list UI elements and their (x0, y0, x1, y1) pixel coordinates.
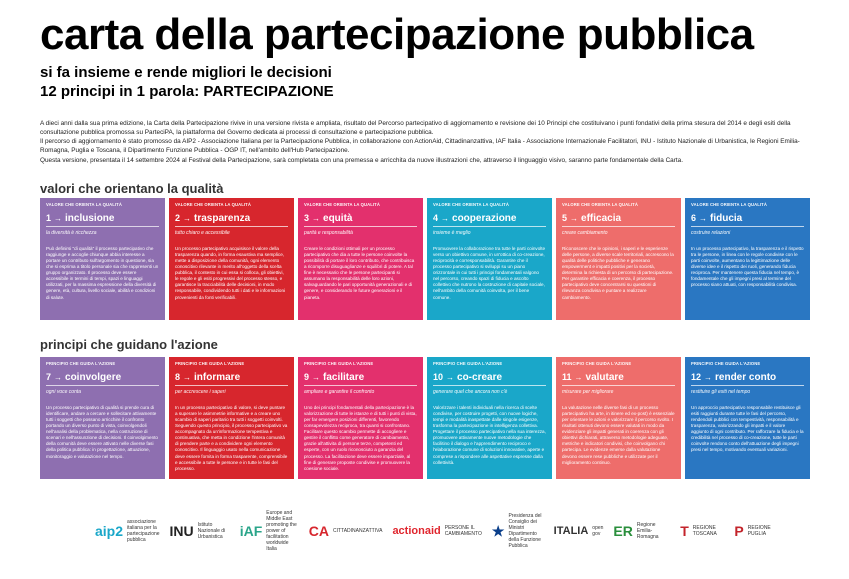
logo-cittadinanzattiva (309, 523, 383, 539)
logo-label: REGIONE PUGLIA (747, 525, 771, 537)
card-name: informare (194, 372, 241, 383)
card-body: Un processo partecipativo acquisisce il valore della trasparenza quando, in forma esaustiva ma semplice, mette a disposizione della comunità, ogni elemento conoscitivo rilevante in merito all'oggetto della scelta pubblica, il contesto in cui essa si colloca, gli obiettivi, le regole e gli esiti progressivi del processo stesso, e garantisce la tracciabilità delle decisioni, in modo responsabile, condividendo tutti i dati e le informazioni provenienti da fonti verificabili. (175, 246, 286, 300)
card-name: facilitare (323, 372, 365, 383)
subtitle-2: 12 principi in 1 parola: PARTECIPAZIONE (40, 83, 334, 100)
values-cards (40, 198, 810, 320)
card-name: efficacia (581, 213, 622, 224)
card-tagline: generare quel che ancora non c'è (433, 389, 508, 395)
card-number: 12 (691, 372, 702, 382)
card-kicker: PRINCIPIO CHE GUIDA L'AZIONE (562, 361, 632, 366)
subtitle-1: si fa insieme e rende migliori le decisioni (40, 64, 332, 81)
arrow-right-icon: → (312, 214, 321, 223)
aip2-logo-icon: aip2 (95, 523, 124, 539)
card-kicker: VALORE CHE ORIENTA LA QUALITÀ (562, 202, 638, 207)
arrow-right-icon: → (312, 373, 321, 382)
cittadinanzattiva-logo-icon: CA (308, 523, 329, 539)
emilia-romagna-logo-icon: ER (613, 523, 633, 539)
card-tagline: per accrescere i saperi (175, 389, 226, 395)
arrow-right-icon: → (574, 373, 583, 382)
principles-section-title: principi che guidano l'azione (40, 337, 218, 352)
card-body: Promuovere la collaborazione tra tutte le parti coinvolte verso un obiettivo comune, in un'ottica di co-creazione, reciprocità e corresponsabilità. Garantire che il processo partecipativo si sviluppi su un piano orizzontale in cui tutti i principi fondamentali valgono nel percorso, creando spazi di fiducia e ascolto collettivo che nutrono la costruzione di capitale sociale, nell'ambito della comunità coinvolta, per il bene comune. (433, 246, 546, 300)
arrow-right-icon: → (183, 214, 192, 223)
card-render-conto (685, 357, 810, 479)
card-number: 11 (562, 372, 572, 382)
card-kicker: VALORE CHE ORIENTA LA QUALITÀ (433, 202, 509, 207)
card-kicker: PRINCIPIO CHE GUIDA L'AZIONE (304, 361, 374, 366)
page-title: carta della partecipazione pubblica (40, 10, 754, 59)
card-kicker: PRINCIPIO CHE GUIDA L'AZIONE (175, 361, 245, 366)
card-body: Uno dei principi fondamentali della partecipazione è la valorizzazione di tutte le istanze e di tutti i punti di vista, per far emergere posizioni differenti, favorendo consapevolezza reciproca, tra quanti si confrontano. Facilitare questo scambio permette di accogliere e gestire il conflitto come generatore di cambiamento, grazie all'attivita di persone terze, competenti ed esperte, con un ruolo riconosciuto a garanzia del processo. La facilitazione deve essere imparziale, al fine di generare proposte condivise e promuovere la coesione sociale. (304, 405, 417, 471)
card-body: In un processo partecipativo, la trasparenza e il rispetto tra le persone, in linea con le regole condivise con le parti coinvolte, aumentano la legittimazione delle diverse idee e il rispetto dei ruoli, generando fiducia reciproca. Per mantenere questa fiducia nel tempo, è fondamentale che gli impegni presi al termine del processo siano attuati, con responsabilità condivisa. (691, 246, 804, 288)
logo-label: open gov (592, 525, 604, 537)
logo-emilia-romagna (613, 522, 670, 540)
card-number: 6 (691, 213, 697, 223)
card-kicker: VALORE CHE ORIENTA LA QUALITÀ (304, 202, 380, 207)
intro-paragraph-2: Il percorso di aggiornamento è stato promosso da AIP2 - Associazione Italiana per la Partecipazione Pubblica, in collaborazione con ActionAid, Cittadinanzattiva, IAF Italia - Associazione Internazionale Facilitatori, INU - Istituto Nazionale di Urbanistica, le Regioni Emilia-Romagna, Puglia e Toscana, il Dipartimento Funzione Pubblica - OGP IT, nell'ambito dell'Hub Partecipazione. (40, 138, 800, 154)
card-body: Valorizzare i talenti individuali nella ricerca di scelte condivise, per costruire progetti, con nuove logiche, tempi e modalità inaspettate dalle singole esigenze, trasforma la partecipazione in intelligenza collettiva. Progettare il processo partecipativo nella sua interezza, promuovere attivamente nuove metodologie che facilitino il dialogo e l'apprendimento reciproco e l'elaborazione comune di soluzioni innovative, aperte e comprese a rispondere alle aspettative espresse dalla collettività. (433, 405, 546, 465)
logo-label: Presidenza del Consiglio dei Ministri Dipartimento della Funzione Pubblica (508, 513, 542, 549)
partner-logos (95, 508, 775, 554)
card-name: inclusione (65, 213, 115, 224)
card-body: In un processo partecipativo di valore, si deve puntare a superare le asimmetrie informative e a creare uno scambio di saperi paritario tra tutti i soggetti coinvolti. Seguendo questo principio, il processo partecipativo va accompagnato da un'informazione tempestiva e continuativa, che metta in condizione l'intera comunità di prendere parte e a condividere ogni elemento conoscitivo. Il linguaggio usato nella comunicazione deve essere fornita in forma trasparente, comprensibile e accessibile a tutte le persone e in tutte le fasi del processo. (175, 405, 288, 471)
arrow-right-icon: → (570, 214, 579, 223)
card-tagline: costruire relazioni (691, 230, 731, 236)
card-fiducia (685, 198, 810, 320)
actionaid-logo-icon: actionaid (392, 525, 441, 537)
logo-label: CITTADINANZATTIVA (332, 528, 383, 534)
card-body: Un approccio partecipativo responsabile restituisce gli esiti raggiunti durante tutte le fasi del percorso, rendendoli pubblici con tempestività, responsabilità e trasparenza, valorizzando gli impatti e il valore aggiunto di ogni contributo. Per rafforzare la fiducia e la credibilità nel processo di co-creazione, tutte le parti coinvolte rendono conto dell'attuazione degli impegni presi nel tempo, motivando eventuali variazioni. (691, 405, 804, 453)
card-number: 3 (304, 213, 310, 223)
logo-puglia (734, 523, 775, 539)
card-body: Un processo partecipativo di qualità si prende cura di identificare, andare a cercare e sollecitare attivamente tutti i soggetti che possano arricchire il confronto portando un diverso punto di vista, coinvolgendoli nell'analisi della problematica, nella costruzione di scenari e nell'assunzione di decisioni. Il coinvolgimento della comunità deve essere attivato nelle diverse fasi della politica pubblica: in progettazione, attuazione, monitoraggio e valutazione nel tempo. (46, 405, 158, 459)
card-number: 8 (175, 372, 181, 382)
card-coinvolgere (40, 357, 165, 479)
logo-label: associazione italiana per la partecipazione pubblica (127, 519, 160, 543)
card-kicker: PRINCIPIO CHE GUIDA L'AZIONE (433, 361, 503, 366)
card-name: fiducia (710, 213, 743, 224)
card-name: coinvolgere (65, 372, 122, 383)
card-tagline: insieme è meglio (433, 230, 471, 236)
card-tagline: parità e responsabilità (304, 230, 353, 236)
card-equità (298, 198, 423, 320)
logo-label: Europe and Middle East promoting the power of facilitation worldwide Italia (266, 510, 297, 552)
logo-label: Istituto Nazionale di Urbanistica (197, 522, 226, 540)
logo-aip2 (95, 519, 160, 543)
card-body: Può definirsi "di qualità" il processo partecipativo che raggiunge e accoglie chiunque abbia interesse a portare un contributo sull'argomento in questione, sia che si esprima a titolo personale sia che rappresenti un gruppo organizzato. Il processo deve essere accessibile in termini di tempi, spazi e linguaggi utilizzati, per la massima espressione della diversità di genere, età, cultura, livello sociale, abilità e condizioni di salute. (46, 246, 159, 300)
card-kicker: VALORE CHE ORIENTA LA QUALITÀ (175, 202, 251, 207)
card-informare (169, 357, 294, 479)
card-efficacia (556, 198, 681, 320)
card-name: cooperazione (452, 213, 517, 224)
card-tagline: la diversità è ricchezza (46, 230, 97, 236)
logo-inu (170, 522, 230, 540)
logo-ogp (554, 525, 604, 537)
logo-label: REGIONE TOSCANA (692, 525, 717, 537)
card-number: 10 (433, 372, 444, 382)
inu-logo-icon: INU (169, 523, 194, 539)
logo-funzione-pubblica (492, 513, 544, 549)
card-name: render conto (715, 372, 777, 383)
logo-label: Regione Emilia-Romagna (636, 522, 659, 540)
card-kicker: VALORE CHE ORIENTA LA QUALITÀ (46, 202, 122, 207)
logo-actionaid (392, 525, 481, 537)
card-body: La valutazione nelle diverse fasi di un processo partecipativo ha arte, in itinere ed ex-post) è essenziale per orientare le azioni e valorizzare il percorso svolto. I risultati ottenuti devono essere valutati in modo da evidenziare gli impatti generati in coerenza con gli obiettivi dichiarati, attraverso metodologie adeguate, metriche e indicatori condivisi, che coinvolgano chi partecipa. Le evidenze emerse dalla valutazione devono essere rese pubbliche e utilizzate per il miglioramento continuo. (562, 405, 675, 465)
card-body: Creare le condizioni ottimali per un processo partecipativo che dia a tutte le persone coinvolte la possibilità di portare il loro contributo, che contribuisca a ricomporre disuguaglianze e squilibri di potere. A tal fine è necessario che le persone partecipanti si assumano la responsabilità delle loro azioni, salvaguardando le pari opportunità generazionali e di genere, e considerando le future generazioni e il pianeta. (304, 246, 415, 300)
principles-cards (40, 357, 810, 479)
puglia-logo-icon: P (734, 523, 744, 539)
logo-iaf (240, 510, 299, 552)
card-co-creare (427, 357, 552, 479)
card-name: valutare (585, 372, 624, 383)
card-kicker: PRINCIPIO CHE GUIDA L'AZIONE (46, 361, 116, 366)
card-kicker: VALORE CHE ORIENTA LA QUALITÀ (691, 202, 767, 207)
card-kicker: PRINCIPIO CHE GUIDA L'AZIONE (691, 361, 761, 366)
iaf-logo-icon: iAF (239, 523, 263, 539)
card-tagline: ogni voce conta (46, 389, 82, 395)
card-valutare (556, 357, 681, 479)
values-section-title: valori che orientano la qualità (40, 181, 224, 196)
arrow-right-icon: → (54, 373, 63, 382)
card-tagline: creare cambiamento (562, 230, 608, 236)
arrow-right-icon: → (446, 373, 455, 382)
arrow-right-icon: → (699, 214, 708, 223)
funzione-pubblica-logo-icon: ★ (491, 522, 505, 539)
arrow-right-icon: → (54, 214, 63, 223)
card-number: 9 (304, 372, 310, 382)
card-tagline: misurare per migliorare (562, 389, 614, 395)
card-tagline: tutto chiaro e accessibile (175, 230, 230, 236)
card-tagline: restituire gli esiti nel tempo (691, 389, 751, 395)
card-cooperazione (427, 198, 552, 320)
card-number: 1 (46, 213, 52, 223)
arrow-right-icon: → (183, 373, 192, 382)
arrow-right-icon: → (704, 373, 713, 382)
card-inclusione (40, 198, 165, 320)
intro-text (40, 120, 810, 166)
intro-paragraph-1: A dieci anni dalla sua prima edizione, la Carta della Partecipazione rivive in una versione rivista e ampliata, risultato del Percorso partecipativo di aggiornamento e revisione dei 10 Principi che costituivano i punti fondativi della prima stesura del 2014 e degli esiti della consultazione pubblica promossa su ParteciPA, la piattaforma del Governo dedicata ai processi di consultazione e partecipazione pubblica. (40, 120, 791, 136)
card-number: 5 (562, 213, 568, 223)
card-trasparenza (169, 198, 294, 320)
card-body: Riconoscere che le opinioni, i saperi e le esperienze delle persone, a diverse scale territoriali, accrescono la qualità delle politiche pubbliche e generano empowerment e impatti positivi per la società, determina la richiesta di un percorso di partecipazione. Per garantire efficacia e coerenza, il processo partecipativo deve concentrarsi su questioni di rilevanza condivisa e puntare a realizzare cambiamento. (562, 246, 674, 300)
card-name: equità (323, 213, 353, 224)
card-name: co-creare (457, 372, 503, 383)
card-facilitare (298, 357, 423, 479)
logo-toscana (680, 523, 724, 539)
logo-label: PERSONE IL CAMBIAMENTO (444, 525, 482, 537)
toscana-logo-icon: T (680, 523, 689, 539)
intro-paragraph-3: Questa versione, presentata il 14 settembre 2024 al Festival della Partecipazione, sarà completata con una premessa e arricchita da nuove illustrazioni che, attraverso il linguaggio visivo, saranno parte fondamentale della Carta. (40, 156, 683, 164)
ogp-logo-icon: ITALIA (553, 525, 589, 537)
card-number: 7 (46, 372, 52, 382)
arrow-right-icon: → (441, 214, 450, 223)
card-name: trasparenza (194, 213, 251, 224)
card-number: 2 (175, 213, 181, 223)
card-number: 4 (433, 213, 439, 223)
card-tagline: ampliare e garantire il confronto (304, 389, 375, 395)
